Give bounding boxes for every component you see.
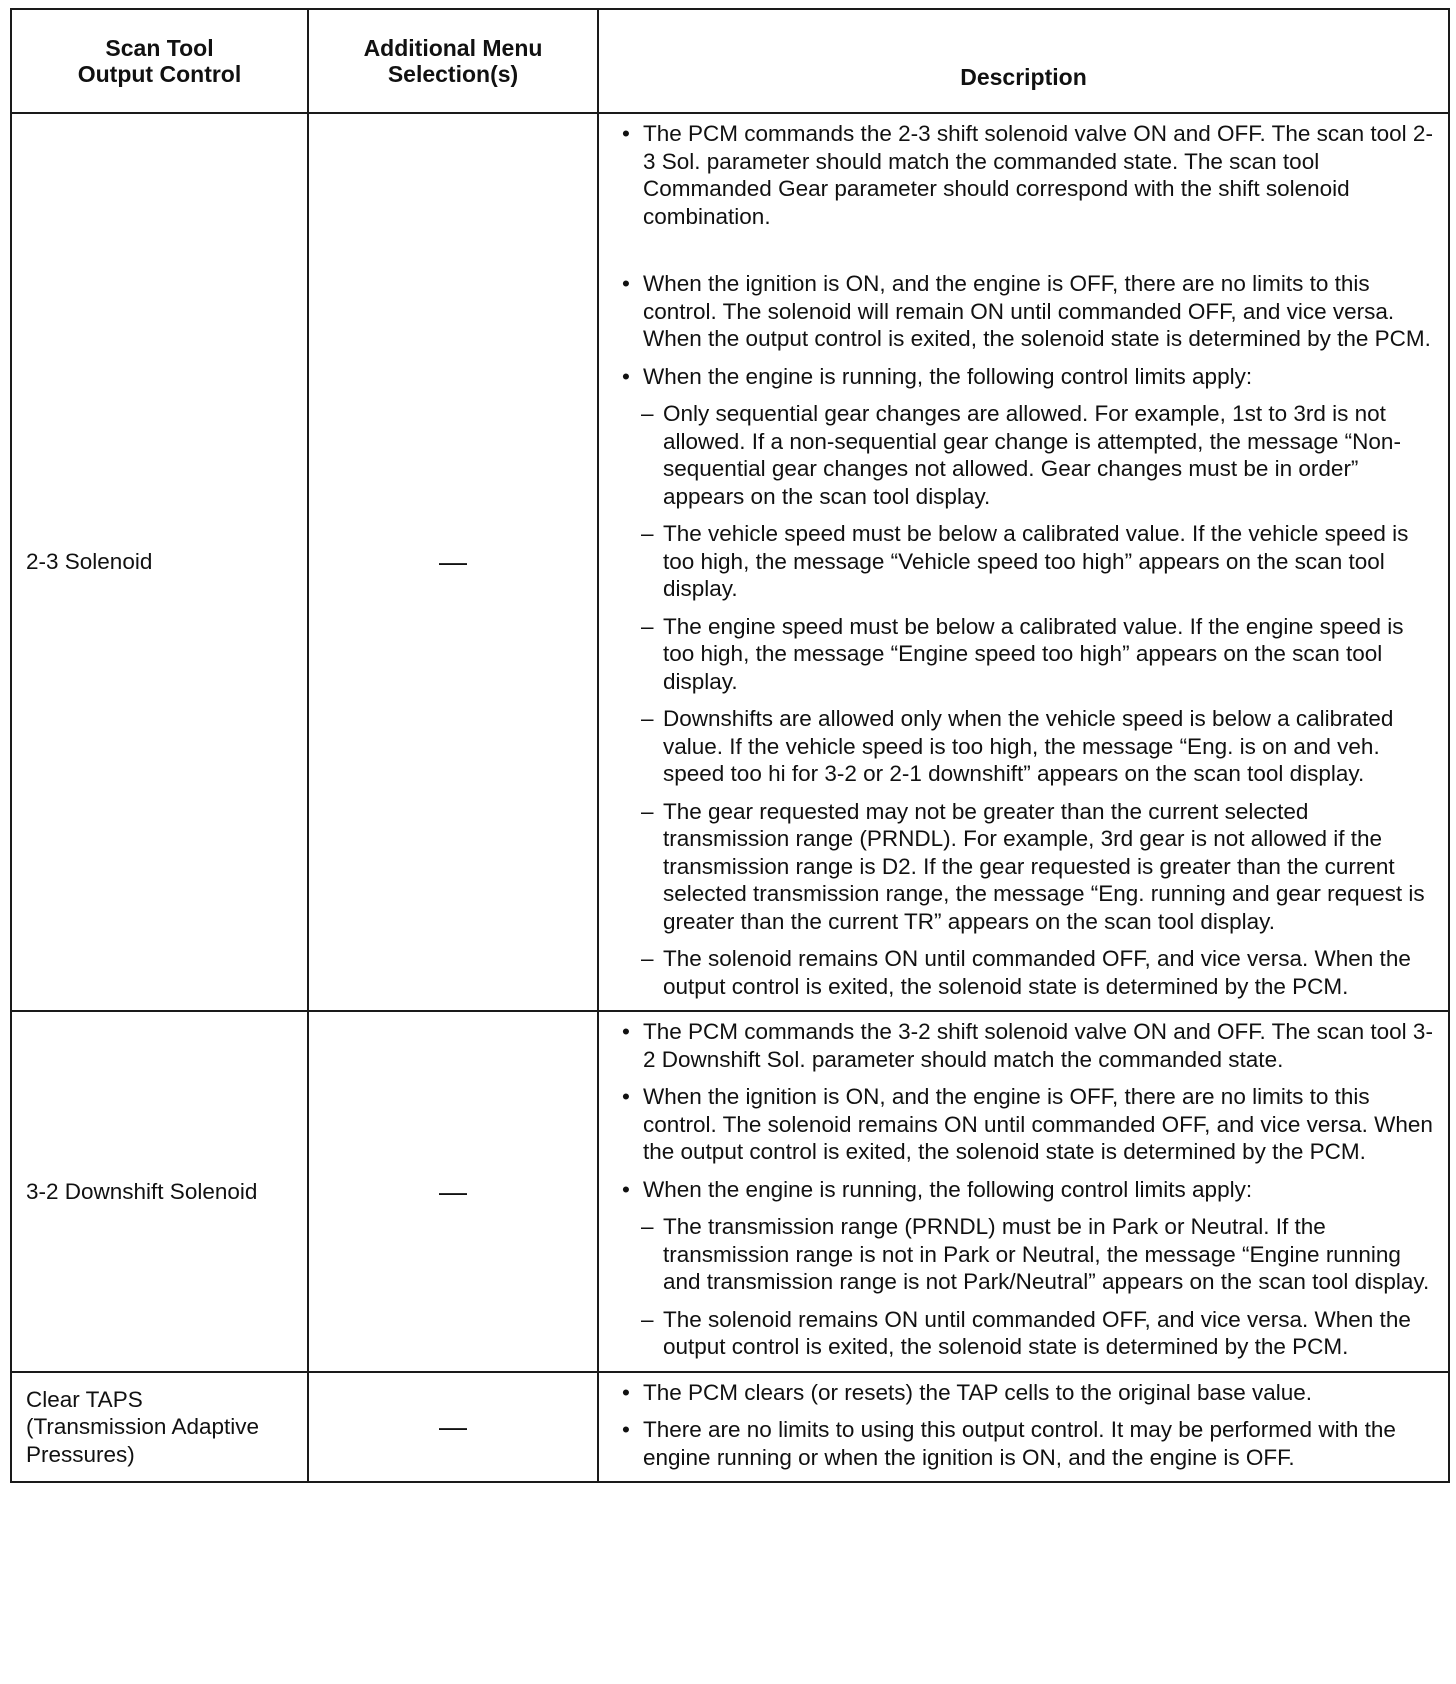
description-sub-item: – The vehicle speed must be below a calibrated value. If the vehicle speed is too high, the message “Vehicle speed too high” appears on the scan tool display. bbox=[621, 520, 1436, 603]
description-bullet: • When the ignition is ON, and the engine is OFF, there are no limits to this control. The solenoid will remain ON until commanded OFF, and vice versa. When the output control is exited, the solenoid state is determined by the PCM. bbox=[621, 270, 1436, 353]
table-row bbox=[11, 1372, 1449, 1483]
description-sub-item: – Only sequential gear changes are allowed. For example, 1st to 3rd is not allowed. If a non-sequential gear change is attempted, the message “Non-sequential gear changes not allowed. Gear changes must be in order” appears on the scan tool display. bbox=[621, 400, 1436, 510]
spacer bbox=[621, 240, 1436, 270]
row-menu-selection: — bbox=[308, 113, 598, 1011]
control-line: Pressures) bbox=[26, 1441, 135, 1467]
header-description bbox=[598, 9, 1449, 113]
header-col3: Description bbox=[960, 64, 1087, 90]
control-line: (Transmission Adaptive bbox=[26, 1414, 260, 1439]
table-row bbox=[11, 1011, 1449, 1372]
header-additional-menu-selections bbox=[308, 9, 598, 113]
row-control-clear-taps bbox=[11, 1372, 308, 1483]
table-row bbox=[11, 113, 1449, 1011]
output-control-table bbox=[10, 8, 1450, 1483]
description-sub-item: – The gear requested may not be greater than the current selected transmission range (PRNDL). For example, 3rd gear is not allowed if the transmission range is D2. If the gear requested is greater than the current selected transmission range, the message “Eng. running and gear request is greater than the current TR” appears on the scan tool display. bbox=[621, 798, 1436, 936]
description-bullet: • There are no limits to using this output control. It may be performed with the engine running or when the ignition is ON, and the engine is OFF. bbox=[621, 1416, 1436, 1471]
header-row bbox=[11, 9, 1449, 113]
row-menu-selection: — bbox=[308, 1372, 598, 1483]
control-line: Clear TAPS bbox=[26, 1386, 143, 1412]
row-control-3-2-downshift-solenoid: 3-2 Downshift Solenoid bbox=[11, 1011, 308, 1372]
description-bullet: • When the engine is running, the following control limits apply: bbox=[621, 1176, 1436, 1204]
description-bullet: • The PCM commands the 3-2 shift solenoid valve ON and OFF. The scan tool 3-2 Downshift Sol. parameter should match the commanded state. bbox=[621, 1018, 1436, 1073]
row-menu-selection: — bbox=[308, 1011, 598, 1372]
row-description bbox=[598, 1372, 1449, 1483]
description-sub-item: – The solenoid remains ON until commanded OFF, and vice versa. When the output control is exited, the solenoid state is determined by the PCM. bbox=[621, 1306, 1436, 1361]
row-description bbox=[598, 113, 1449, 1011]
row-control-2-3-solenoid: 2-3 Solenoid bbox=[11, 113, 308, 1011]
description-sub-item: – The solenoid remains ON until commanded OFF, and vice versa. When the output control is exited, the solenoid state is determined by the PCM. bbox=[621, 945, 1436, 1000]
description-bullet: • When the ignition is ON, and the engine is OFF, there are no limits to this control. The solenoid remains ON until commanded OFF, and vice versa. When the output control is exited, the solenoid state is determined by the PCM. bbox=[621, 1083, 1436, 1166]
header-col1-line1: Scan Tool bbox=[105, 35, 214, 61]
header-col1-line2: Output Control bbox=[77, 61, 242, 87]
description-bullet: • The PCM commands the 2-3 shift solenoid valve ON and OFF. The scan tool 2-3 Sol. parameter should match the commanded state. The scan tool Commanded Gear parameter should correspond with the shift solenoid combination. bbox=[621, 120, 1436, 230]
row-description bbox=[598, 1011, 1449, 1372]
header-scan-tool-output-control bbox=[11, 9, 308, 113]
header-col2-line2: Selection(s) bbox=[387, 61, 519, 87]
description-sub-item: – The engine speed must be below a calibrated value. If the engine speed is too high, the message “Engine speed too high” appears on the scan tool display. bbox=[621, 613, 1436, 696]
description-bullet: • The PCM clears (or resets) the TAP cells to the original base value. bbox=[621, 1379, 1436, 1407]
description-bullet: • When the engine is running, the following control limits apply: bbox=[621, 363, 1436, 391]
description-sub-item: – The transmission range (PRNDL) must be in Park or Neutral. If the transmission range is not in Park or Neutral, the message “Engine running and transmission range is not Park/Neutral” appears on the scan tool display. bbox=[621, 1213, 1436, 1296]
description-sub-item: – Downshifts are allowed only when the vehicle speed is below a calibrated value. If the vehicle speed is too high, the message “Eng. is on and veh. speed too hi for 3-2 or 2-1 downshift” appears on the scan tool display. bbox=[621, 705, 1436, 788]
header-col2-line1: Additional Menu bbox=[363, 35, 543, 61]
